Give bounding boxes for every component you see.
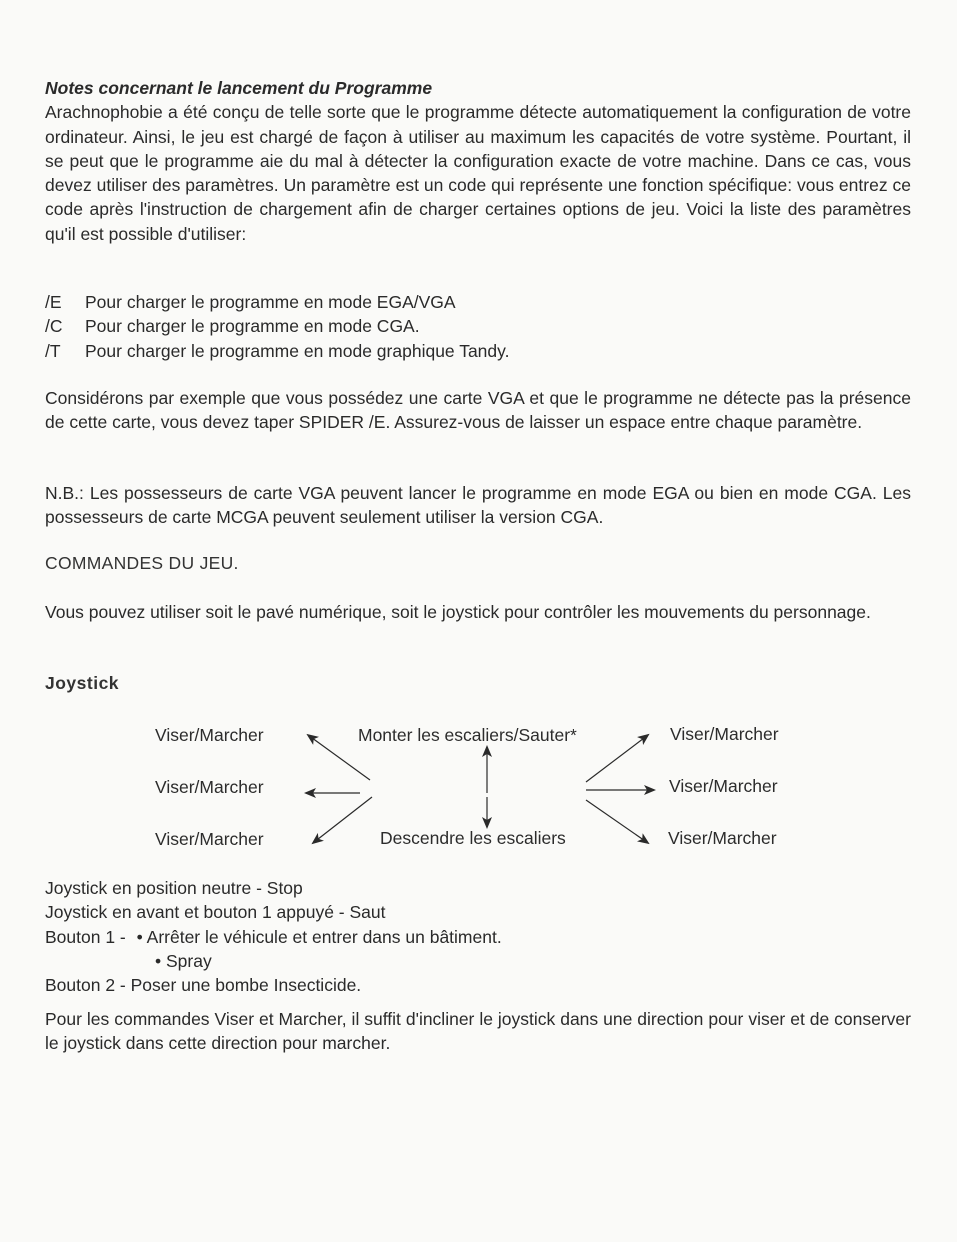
button-1-label: Bouton 1 -	[45, 926, 126, 947]
joystick-controls	[45, 876, 911, 997]
arrow-down-left	[313, 797, 372, 843]
control-bullet: • Spray	[155, 950, 212, 971]
control-line	[45, 925, 911, 949]
label-left: Viser/Marcher	[155, 777, 264, 797]
parameter-code: /E	[45, 292, 62, 312]
parameter-item	[45, 290, 911, 314]
control-line: Joystick en position neutre - Stop	[45, 878, 303, 898]
label-down: Descendre les escaliers	[380, 828, 566, 848]
parameter-code: /C	[45, 316, 63, 337]
parameter-code: /T	[45, 340, 61, 361]
parameter-text: Pour charger le programme en mode EGA/VGA	[85, 292, 456, 312]
closing-paragraph: Pour les commandes Viser et Marcher, il suffit d'incliner le joystick dans une direction pour viser et de conserver le joystick dans cette direction pour marcher.	[45, 1009, 911, 1054]
commands-heading: COMMANDES DU JEU.	[45, 553, 239, 573]
notes-title: Notes concernant le lancement du Programme	[45, 78, 433, 98]
control-line: Joystick en avant et bouton 1 appuyé - Saut	[45, 902, 386, 923]
parameter-text: Pour charger le programme en mode CGA.	[85, 316, 420, 337]
example-paragraph: Considérons par exemple que vous possédez une carte VGA et que le programme ne détecte pas la présence de cette carte, vous devez taper SPIDER /E. Assurez-vous de laisser un espace entre chaque paramètre.	[45, 388, 911, 433]
control-line: Bouton 2 - Poser une bombe Insecticide.	[45, 975, 362, 996]
arrow-down-right	[586, 800, 648, 843]
label-up-left: Viser/Marcher	[155, 725, 264, 745]
control-bullet: • Arrêter le véhicule et entrer dans un bâtiment.	[136, 926, 502, 947]
notes-section	[45, 76, 911, 246]
joystick-diagram	[0, 715, 957, 865]
label-right: Viser/Marcher	[669, 776, 778, 796]
label-up-right: Viser/Marcher	[670, 724, 779, 744]
parameter-text: Pour charger le programme en mode graphique Tandy.	[85, 340, 510, 361]
arrow-up-right	[586, 735, 648, 782]
parameter-list	[45, 290, 911, 363]
parameter-item	[45, 339, 911, 363]
label-up: Monter les escaliers/Sauter*	[358, 725, 577, 745]
notes-paragraph: Arachnophobie a été conçu de telle sorte que le programme détecte automatiquement la configuration de votre ordinateur. Ainsi, le jeu est chargé de façon à utiliser au maximum les capacités de votre système. Pourtant, il se peut que le programme aie du mal à détecter la configuration exacte de votre machine. Dans ce cas, vous devez utiliser des paramètres. Un paramètre est un code qui représente une fonction spécifique: vous entrez ce code après l'instruction de chargement afin de charger certaines options de jeu. Voici la liste des paramètres qu'il est possible d'utiliser:	[45, 102, 911, 244]
nb-paragraph: N.B.: Les possesseurs de carte VGA peuvent lancer le programme en mode EGA ou bien en mode CGA. Les possesseurs de carte MCGA peuvent seulement utiliser la version CGA.	[45, 483, 911, 528]
joystick-heading: Joystick	[45, 673, 120, 693]
commands-paragraph: Vous pouvez utiliser soit le pavé numérique, soit le joystick pour contrôler les mouvements du personnage.	[45, 602, 871, 622]
label-down-left: Viser/Marcher	[155, 829, 264, 849]
parameter-item	[45, 314, 911, 338]
label-down-right: Viser/Marcher	[668, 828, 777, 848]
